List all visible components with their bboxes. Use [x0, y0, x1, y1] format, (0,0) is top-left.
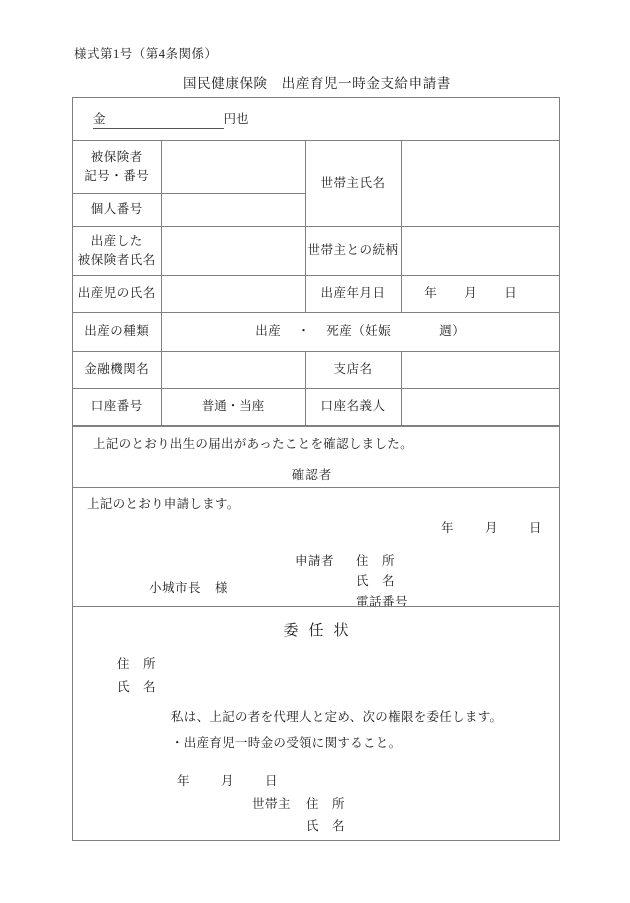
- proxy-title: 委任状: [283, 623, 359, 639]
- proxy-year-label: 年: [177, 774, 190, 788]
- table-row: [73, 389, 559, 426]
- addressee-line: [149, 578, 228, 596]
- addressee-honorific: 様: [215, 581, 229, 595]
- proxy-householder-fields: [306, 794, 345, 838]
- application-block: [73, 487, 559, 609]
- birth-year-label: 年: [424, 286, 437, 301]
- row-label-birth-date: 出産年月日: [305, 276, 401, 313]
- confirmation-text: 上記のとおり出生の届出があったことを確認しました。: [93, 437, 413, 451]
- field-account-type[interactable]: 普通・当座: [161, 389, 305, 426]
- field-householder-name[interactable]: [401, 141, 559, 227]
- row-label-line2: 記号・番号: [84, 169, 150, 183]
- proxy-month-label: 月: [221, 774, 234, 788]
- birth-day-label: 日: [504, 286, 517, 301]
- field-branch-name[interactable]: [401, 352, 559, 389]
- row-label-line1: 出産した: [90, 233, 143, 248]
- confirmation-signer-label: 確認者: [291, 468, 333, 482]
- applicant-label: 申請者: [295, 554, 335, 568]
- form-frame: [72, 97, 560, 841]
- proxy-sentence: 私は、上記の者を代理人と定め、次の権限を委任します。: [171, 710, 503, 724]
- amount-prefix: 金: [93, 112, 106, 126]
- application-day-label: 日: [529, 521, 542, 535]
- table-row: [73, 276, 559, 313]
- gestation-weeks-label: 週）: [439, 324, 466, 339]
- proxy-name-label[interactable]: 氏 名: [117, 680, 157, 695]
- table-row: [73, 141, 559, 194]
- applicant-name-label[interactable]: 氏 名: [356, 574, 396, 589]
- row-label-insured-number: [73, 141, 161, 194]
- proxy-address-label[interactable]: 住 所: [117, 657, 157, 671]
- birth-month-label: 月: [464, 286, 477, 301]
- field-account-holder[interactable]: [401, 389, 559, 426]
- amount-line: [93, 109, 249, 129]
- amount-suffix: 円也: [223, 112, 249, 126]
- field-mother-name[interactable]: [161, 227, 305, 276]
- application-month-label: 月: [485, 521, 498, 535]
- confirmation-block: [73, 426, 559, 487]
- row-label-account-holder: 口座名義人: [305, 389, 401, 426]
- amount-row: [73, 98, 559, 141]
- row-label-child-name: 出産児の氏名: [73, 276, 161, 313]
- row-label-personal-number: 個人番号: [73, 194, 161, 227]
- page-title: 国民健康保険 出産育児一時金支給申請書: [183, 76, 451, 91]
- row-label-branch-name: 支店名: [305, 352, 401, 389]
- amount-underline: [93, 109, 224, 129]
- field-child-name[interactable]: [161, 276, 305, 313]
- birth-type-options: [255, 324, 465, 338]
- row-label-account-number: 口座番号: [73, 389, 161, 426]
- field-personal-number[interactable]: [161, 194, 305, 227]
- proxy-day-label: 日: [265, 774, 278, 788]
- application-year-label: 年: [441, 521, 454, 535]
- proxy-householder-label: 世帯主: [252, 797, 292, 811]
- table-row: [73, 313, 559, 352]
- form-code: 様式第1号（第4条関係）: [74, 47, 218, 61]
- applicant-address-label[interactable]: 住 所: [356, 554, 396, 568]
- applicant-phone-label[interactable]: 電話番号: [356, 594, 409, 609]
- proxy-block: [73, 606, 559, 840]
- row-label-line1: 被保険者: [90, 149, 143, 164]
- field-birth-date[interactable]: [401, 276, 559, 313]
- proxy-date[interactable]: [177, 771, 278, 789]
- table-row: [73, 352, 559, 389]
- option-live-birth[interactable]: 出産: [255, 324, 282, 339]
- row-label-bank-name: 金融機関名: [73, 352, 161, 389]
- table-row: [73, 227, 559, 276]
- proxy-householder-name-label[interactable]: 氏 名: [306, 818, 346, 833]
- applicant-fields: [356, 551, 408, 612]
- row-label-birth-type: 出産の種類: [73, 313, 161, 352]
- option-separator: ・: [297, 324, 311, 339]
- row-label-mother-name: [73, 227, 161, 276]
- addressee-mayor: 小城市長: [149, 581, 202, 595]
- row-label-relationship: 世帯主との続柄: [305, 227, 401, 276]
- row-label-line2: 被保険者氏名: [77, 253, 156, 267]
- field-birth-type[interactable]: [161, 313, 559, 352]
- proxy-agent-fields: [117, 653, 156, 699]
- field-relationship[interactable]: [401, 227, 559, 276]
- field-insured-number[interactable]: [161, 141, 305, 194]
- application-date[interactable]: [441, 518, 542, 536]
- application-text: 上記のとおり申請します。: [87, 497, 240, 511]
- proxy-item: ・出産育児一時金の受領に関すること。: [171, 736, 402, 750]
- option-stillbirth[interactable]: 死産（妊娠: [326, 324, 392, 339]
- main-table: [73, 141, 559, 426]
- row-label-householder-name: 世帯主氏名: [305, 141, 401, 227]
- proxy-householder-address-label[interactable]: 住 所: [306, 797, 346, 811]
- field-bank-name[interactable]: [161, 352, 305, 389]
- birth-date-ymd: [424, 284, 536, 303]
